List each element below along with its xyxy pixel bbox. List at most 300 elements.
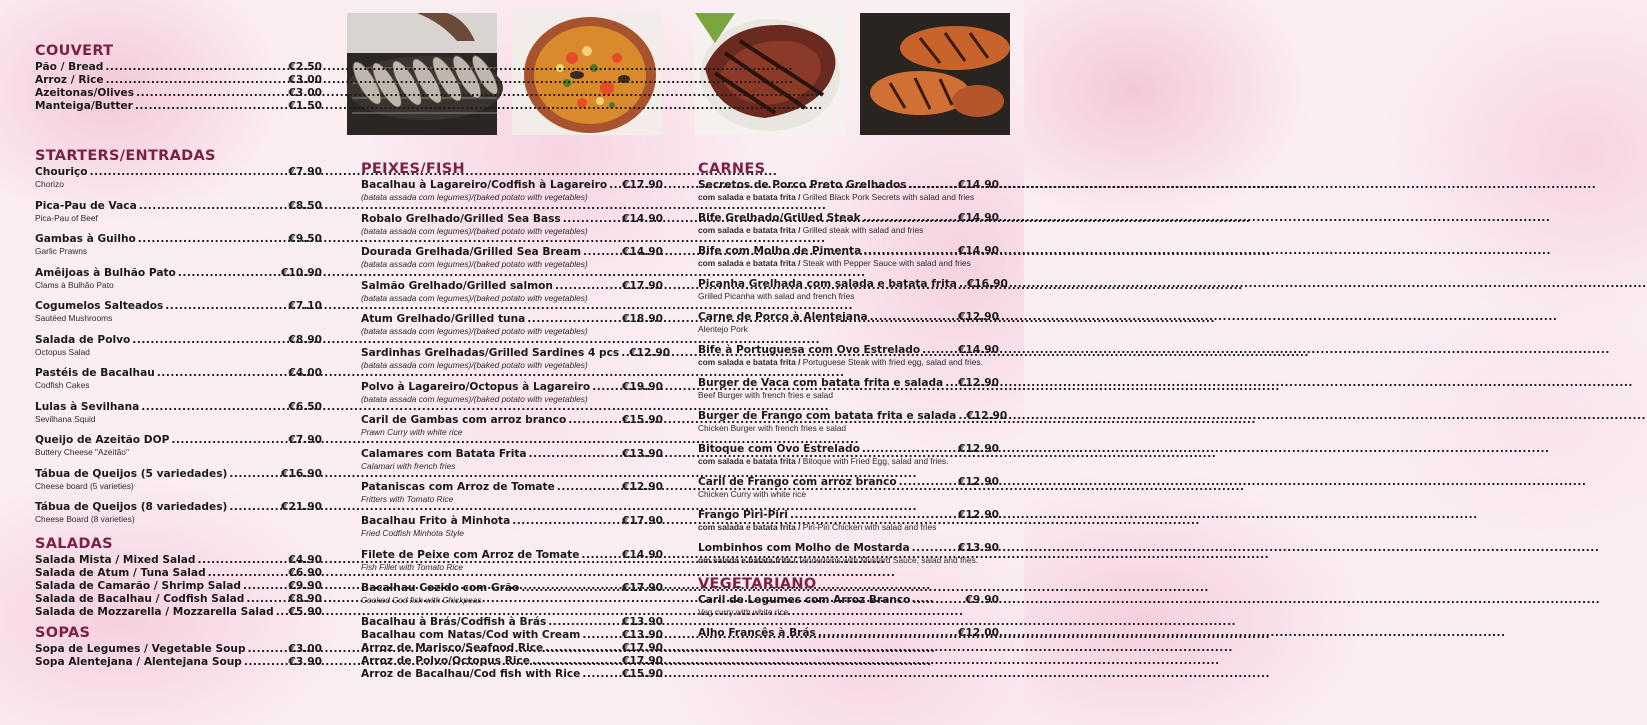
menu-item-line [35,367,322,380]
menu-item [361,213,663,236]
menu-item-price: €12.90 [629,346,671,359]
menu-item-description [361,595,663,605]
leader-dots [105,61,286,74]
leader-dots [592,381,620,394]
menu-item [35,434,322,457]
leader-dots [790,509,956,522]
menu-item-name: Bacalhau Frito à Minhota [361,514,511,527]
menu-item-name: Burger de Frango com batata frita e salada [698,410,957,422]
menu-item-line [698,443,999,456]
menu-item-name: Queijo de Azeitão DOP [35,434,170,446]
menu-item-name: Picanha Grelhada com salada e batata frita [698,278,957,290]
menu-item [35,593,322,606]
menu-item-line [361,346,671,360]
menu-item-price: €9.50 [288,233,322,245]
menu-item-price: €14.90 [958,212,999,224]
carnes-list [698,179,1008,565]
menu-item-line [698,410,1008,423]
menu-item-name: Arroz de Marisco/Seafood Rice [361,641,544,654]
menu-item-price: €3.90 [288,655,322,668]
menu-item-description-text: Beef Burger with french fries e salad [698,390,833,400]
menu-item [698,594,999,617]
menu-item-line [35,300,322,313]
menu-item-description-text: Prawn Curry with white rice [361,427,463,438]
menu-item-description-text: Codfish Cakes [35,380,90,390]
menu-item [361,179,663,202]
photo-grilled-chicken [860,13,1010,135]
menu-item-name: Lulas à Sevilhana [35,400,140,413]
leader-dots [582,629,620,642]
menu-item-price: €3.00 [288,642,322,655]
menu-item-description-text: (batata assada com legumes)/(baked potato with vegetables) [361,292,588,303]
menu-item-name: Pataniscas com Arroz de Tomate [361,481,555,494]
menu-item-line [361,655,663,668]
menu-item-name: Alho Francês à Brás [698,627,816,639]
menu-item-description-text: (batata assada com legumes)/(baked potato with vegetables) [361,393,588,404]
menu-item-price: €12.90 [622,481,663,494]
menu-item-name: Pica-Pau de Vaca [35,199,137,212]
menu-item-name: Manteiga/Butter [35,100,133,112]
menu-item-description [35,414,322,424]
menu-item-price: €6.50 [288,400,322,413]
leader-dots [583,246,620,259]
menu-item [361,642,663,655]
menu-item-line [698,179,999,192]
menu-item [35,468,322,491]
menu-item [35,267,322,290]
leader-dots [945,377,956,390]
menu-item [361,616,663,629]
menu-item-name: Burger de Vaca com batata frita e salada [698,377,944,389]
leader-dots [521,582,620,595]
leader-dots [958,410,964,423]
menu-item-description [698,390,999,400]
menu-item-name: Caril de Frango com arroz branco [698,476,897,488]
leader-dots [246,593,286,606]
menu-item [361,549,663,572]
leader-dots [165,300,286,313]
menu-item [361,582,663,605]
section-title-starters: STARTERS/ENTRADAS [35,148,216,164]
menu-item-price: €12.90 [958,443,999,455]
menu-item-name: Tábua de Queijos (5 variedades) [35,467,228,480]
menu-item-line [35,61,322,74]
menu-item-name: Bife Grelhado/Grilled Steak [698,212,861,224]
menu-item-price: €3.00 [288,87,322,99]
menu-item [35,554,322,567]
menu-item-description-text: Grilled Picanha with salad and french fries [698,291,855,301]
menu-item-price: €14.90 [622,246,663,259]
menu-item-line [698,509,999,522]
menu-item-name: Arroz de Polvo/Octopus Rice [361,654,530,667]
menu-item-line [35,267,322,280]
menu-item-description [698,225,999,235]
menu-item [361,246,663,269]
menu-item-price: €7.90 [288,434,322,446]
menu-item-description-text: Octopus Salad [35,346,90,357]
menu-item [698,410,1008,433]
menu-item [698,627,999,640]
menu-item-description [361,293,663,303]
menu-item-name: Filete de Peixe com Arroz de Tomate [361,548,580,561]
menu-item-name: Bitoque com Ovo Estrelado [698,443,860,455]
menu-item-line [698,212,999,225]
menu-item-description-text: Sautéed Mushrooms [35,313,113,323]
menu-item [698,443,999,466]
menu-item-line [698,245,999,258]
leader-dots [909,179,957,192]
menu-item-name: Salada de Camarão / Shrimp Salad [35,579,241,592]
menu-item-line [35,593,322,606]
menu-item-line [698,476,999,489]
menu-item [698,179,999,202]
menu-item-price: €5.90 [288,605,322,618]
menu-item-line [698,344,999,357]
menu-item-description-text: Cheese board (5 varieties) [35,480,134,491]
menu-item-description-bold: com salada e batata frita / [698,357,801,367]
menu-item-line [698,542,999,555]
menu-item-description-text: (batata assada com legumes)/(baked potato with vegetables) [361,259,588,270]
menu-item [35,656,322,669]
menu-item-name: Bife com Molho de Pimenta [698,245,862,257]
menu-item-price: €14.90 [958,179,999,191]
menu-item-line [361,549,663,562]
menu-item [698,245,999,268]
menu-item-description [35,481,322,491]
peixes-extra-list [361,616,663,681]
menu-item-line [698,627,999,640]
menu-item-name: Arroz de Bacalhau/Cod fish with Rice [361,667,581,680]
leader-dots [532,655,620,668]
menu-item [361,655,663,668]
leader-dots [198,554,287,567]
menu-item-description [35,213,322,223]
leader-dots [171,434,286,447]
menu-item [35,606,322,619]
menu-item-line [35,87,322,100]
leader-dots [899,476,956,489]
menu-item-name: Cogumelos Salteados [35,300,164,312]
menu-item-price: €9.90 [288,579,322,592]
menu-item-line [35,100,322,113]
menu-item-price: €12.90 [958,377,999,389]
menu-item-price: €1.50 [288,100,322,112]
menu-item [361,414,663,437]
menu-item-description-text: Buttery Cheese "Azeitão" [35,447,129,457]
menu-item [361,629,663,642]
menu-item [35,501,322,524]
leader-dots [555,280,620,293]
leader-dots [178,267,279,280]
menu-item-description [361,360,663,370]
menu-item [35,580,322,593]
menu-item-name: Sopa Alentejana / Alentejana Soup [35,655,242,668]
menu-item-description [35,380,322,390]
menu-item-price: €17.90 [622,641,663,654]
leader-dots [139,200,287,213]
menu-item [361,515,663,538]
menu-item-description-text: (batata assada com legumes)/(baked potato with vegetables) [361,326,588,337]
menu-item-description [361,259,663,269]
menu-item-description-text: Steak with Pepper Sauce with salad and fries [802,258,971,268]
menu-item-price: €14.90 [622,212,663,225]
menu-item-line [361,668,663,681]
menu-item-line [35,401,322,414]
menu-item-line [361,213,663,226]
menu-item-description [698,522,999,532]
menu-item-line [361,246,663,259]
menu-column-right [698,160,1008,650]
menu-item [698,311,999,334]
menu-item-name: Caril de Gambas com arroz branco [361,414,567,427]
leader-dots [563,213,620,226]
menu-item-price: €2.50 [288,61,322,73]
menu-item-price: €14.90 [958,344,999,356]
leader-dots [106,74,287,87]
menu-item-price: €19.90 [622,380,663,393]
menu-item-name: Secretos de Porco Preto Grelhados [698,179,907,191]
menu-item-line [361,481,663,494]
menu-item-line [35,334,322,347]
leader-dots [276,606,287,619]
menu-item-name: Salada Mista / Mixed Salad [35,553,196,566]
menu-item-line [35,434,322,447]
menu-item-price: €13.90 [622,628,663,641]
menu-item-description [361,226,663,236]
menu-item-price: €17.90 [622,514,663,527]
menu-item-description [698,555,999,565]
menu-item-line [361,313,663,326]
menu-item-name: Bacalhau à Lagareiro/Codfish à Lagareiro [361,179,608,191]
menu-item-line [35,580,322,593]
menu-item-price: €4.90 [288,553,322,566]
menu-item-description-text: Fritters with Tomato Rice [361,494,454,505]
menu-item-description-text: Cooked Cod fish with Chickpeas [361,595,482,606]
menu-item-description [361,494,663,504]
menu-item-price: €9.90 [965,594,999,606]
menu-item-description [698,489,999,499]
menu-item-line [35,166,322,179]
menu-item-description-text: Garlic Prawns [35,246,88,256]
menu-item-name: Pastéis de Bacalhau [35,367,155,379]
menu-item-description-text: Chorizo [35,179,64,189]
menu-item-description-text: Alentejo Pork [698,324,748,334]
section-title-sopas: SOPAS [35,624,91,641]
leader-dots [244,656,287,669]
menu-column-middle [361,160,671,681]
menu-item-description [361,427,663,437]
menu-item-description-text: Chicken Curry with white rice [698,489,806,499]
menu-item-line [35,501,322,514]
menu-item-price: €6.90 [288,566,322,579]
menu-item-description [698,192,999,202]
menu-item-description-bold: com salada e batata frita / [698,522,801,532]
leader-dots [568,414,620,427]
menu-item-description [698,607,999,617]
menu-item-name: Bife à Portuguesa com Ovo Estrelado [698,344,921,356]
menu-item-price: €12.90 [958,311,999,323]
section-title-couvert: COUVERT [35,43,114,59]
menu-item-name: Bacalhau à Brás/Codfish à Brás [361,615,547,628]
menu-item-name: Chouriço [35,166,88,178]
leader-dots [870,311,956,324]
menu-item-price: €15.90 [622,667,663,680]
sopas-list [35,643,322,669]
menu-item-description [35,246,322,256]
menu-item-price: €10.90 [281,266,322,279]
menu-item-price: €13.90 [622,615,663,628]
menu-item-name: Robalo Grelhado/Grilled Sea Bass [361,212,561,225]
menu-item [698,476,999,499]
menu-item [35,300,322,323]
menu-item-name: Azeitonas/Olives [35,87,135,99]
menu-item-name: Frango Piri-Piri [698,509,788,521]
leader-dots [922,344,956,357]
menu-item-description [698,324,999,334]
leader-dots [208,567,287,580]
menu-item-name: Bacalhau com Natas/Cod with Cream [361,628,581,641]
menu-item-line [361,448,663,461]
menu-item-description [361,461,663,471]
menu-item-line [361,179,663,192]
menu-item-description [361,326,663,336]
menu-item-line [35,567,322,580]
menu-item-description-text: Tenderloins with Mustard Sauce, salad and fries. [797,555,979,565]
menu-item-description-text: Fish Fillet with Tomato Rice [361,561,464,572]
menu-item-line [698,594,999,607]
leader-dots [243,580,287,593]
menu-item [361,668,663,681]
menu-item-price: €17.90 [622,582,663,595]
vegetariano-list [698,594,999,640]
leader-dots [512,515,620,528]
menu-item-description-text: Sevilhana Squid [35,413,96,424]
menu-item-price: €8.90 [288,592,322,605]
menu-item-description [361,394,663,404]
menu-item-name: Salada de Bacalhau / Codfish Salad [35,592,245,605]
menu-item-line [361,642,663,655]
leader-dots [132,334,286,347]
leader-dots [527,313,620,326]
menu-item-price: €8.50 [288,199,322,212]
menu-item-description-text: Pica-Pau of Beef [35,212,98,223]
menu-item [361,381,663,404]
menu-item-name: Sopa de Legumes / Vegetable Soup [35,642,246,655]
menu-item [361,313,663,336]
menu-item-description-text: Veg curry with white rice [698,607,789,617]
couvert-list [35,61,322,113]
menu-item [35,87,322,100]
menu-item-line [361,515,663,528]
menu-item-description [35,347,322,357]
menu-item-description-text: Portuguese Steak with fried egg, salad and fries. [802,357,983,367]
menu-item [361,448,663,471]
menu-item-name: Salada de Atum / Tuna Salad [35,566,206,579]
menu-item [35,100,322,113]
menu-item-price: €13.90 [622,447,663,460]
menu-item-name: Polvo à Lagareiro/Octopus à Lagareiro [361,380,591,393]
menu-item-description-text: Calamari with french fries [361,460,456,471]
menu-item-description [698,423,999,433]
leader-dots [229,468,279,481]
leader-dots [141,401,286,414]
leader-dots [135,100,287,113]
leader-dots [90,166,287,179]
menu-item-name: Salada de Polvo [35,333,131,346]
menu-item [698,542,999,565]
menu-item-description-text: Clams à Bulhão Pato [35,279,114,290]
menu-item-price: €16.90 [281,467,322,480]
menu-item-line [35,200,322,213]
menu-item-line [698,278,1008,291]
peixes-list [361,179,671,606]
menu-item-description [35,280,322,290]
menu-item-description-text: (batata assada com legumes)/(baked potato with vegetables) [361,225,588,236]
menu-item-price: €12.90 [958,509,999,521]
menu-item-name: Bacalhau Cozido com Grão [361,582,520,595]
menu-item-description [35,514,322,524]
menu-item-price: €13.90 [958,542,999,554]
leader-dots [248,643,287,656]
menu-item-description-text: Cheese Board (8 varieties) [35,514,135,524]
menu-item [35,643,322,656]
menu-item [698,278,1008,301]
menu-item-description-bold: om salada e batata frita / [698,555,796,565]
menu-item-line [361,414,663,427]
menu-item-line [35,74,322,87]
menu-item-price: €4.00 [288,367,322,379]
menu-item [35,233,322,256]
starters-list [35,166,322,524]
menu-item-description [35,179,322,189]
menu-item-description [698,291,999,301]
menu-item-description-text: (batata assada com legumes)/(baked potato with vegetables) [361,192,588,202]
menu-item-price: €12.90 [966,410,1008,422]
menu-item-price: €3.00 [288,74,322,86]
menu-item-description-text: Chicken Burger with french fries e salad [698,423,847,433]
menu-item-name: Amêijoas à Bulhão Pato [35,266,176,279]
menu-item-line [35,643,322,656]
leader-dots [581,549,620,562]
menu-item-name: Pão / Bread [35,61,104,73]
menu-item-description [361,528,663,538]
menu-item-price: €7.10 [288,300,322,312]
leader-dots [548,616,620,629]
leader-dots [545,642,620,655]
menu-item-line [361,582,663,595]
leader-dots [863,245,956,258]
menu-item-name: Atum Grelhado/Grilled tuna [361,313,526,326]
menu-item [698,212,999,235]
leader-dots [862,443,956,456]
menu-item-line [35,233,322,246]
menu-item-line [35,554,322,567]
menu-item-name: Dourada Grelhada/Grilled Sea Bream [361,246,582,259]
menu-item-line [361,616,663,629]
menu-item-price: €17.90 [622,654,663,667]
menu-item-line [698,377,999,390]
menu-item-line [361,280,663,293]
menu-item [35,74,322,87]
menu-item-name: Carne de Porco à Alentejana [698,311,868,323]
menu-item [35,166,322,189]
leader-dots [229,501,279,514]
menu-item-description [361,192,663,202]
menu-item-price: €8.90 [288,333,322,346]
menu-item-name: Gambas à Guilho [35,233,136,245]
menu-item-price: €16.90 [966,278,1008,290]
menu-item-description-bold: com salada e batata frita / [698,225,801,235]
